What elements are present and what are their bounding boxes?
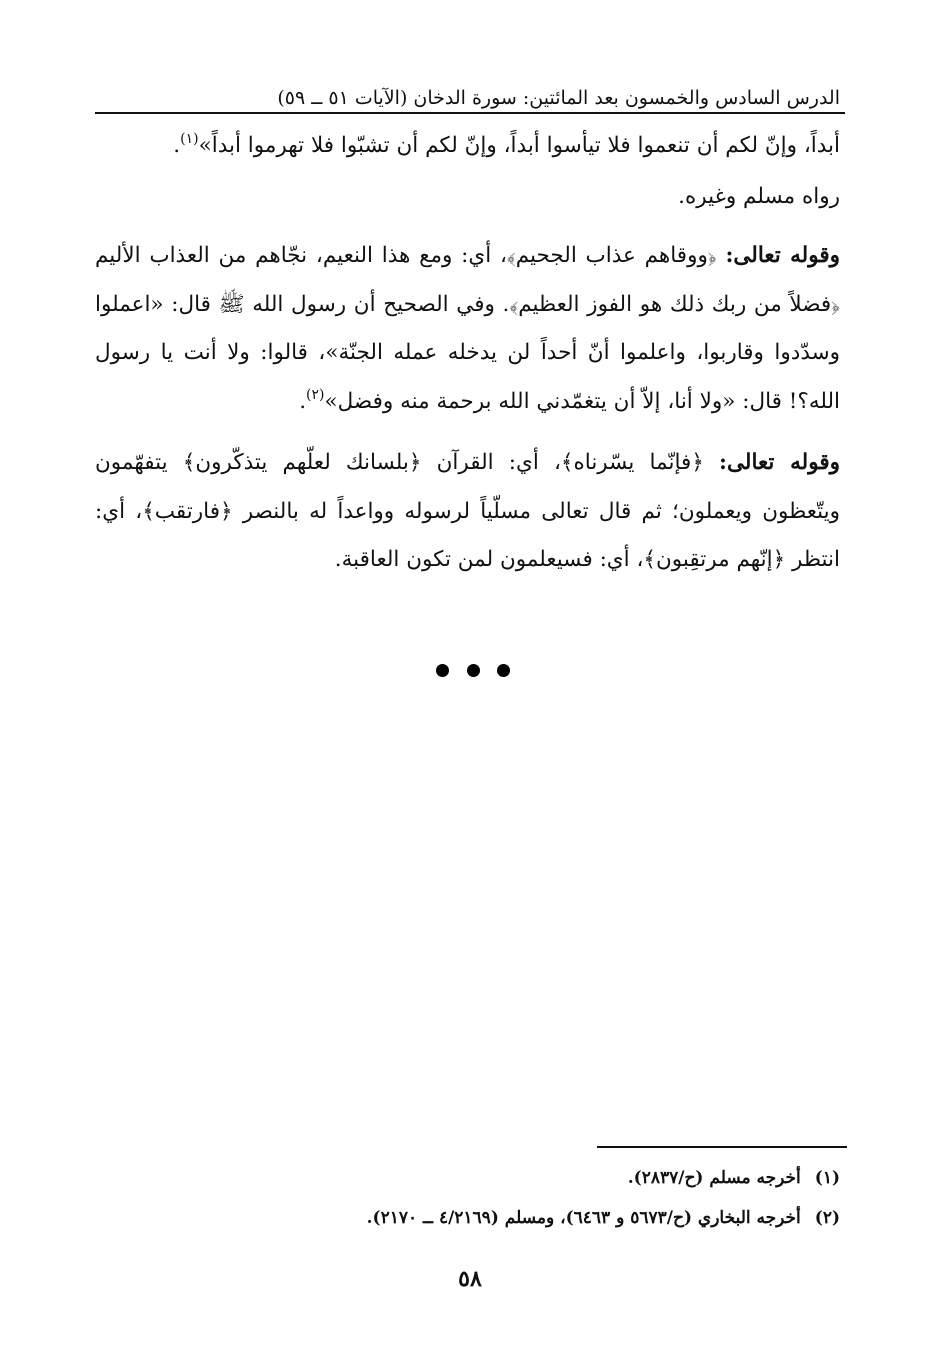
paragraph-2: وقوله تعالى: ﴿ووقاهم عذاب الجحيم﴾، أي: ومع هذا النعيم، نجّاهم من العذاب الأليم ﴿فضلاً من ربك ذلك هو الفوز العظيم﴾. وفي الصحيح أن رسول الله ﷺ قال: «اعملوا وسدّدوا وقاربوا، واعلموا أنّ أحداً لن يدخله عمله الجنّة»، قالوا: ولا أنت يا رسول الله؟! قال: «ولا أنا، إلاّ أن يتغمّدني الله برحمة منه وفضل»$^{(٢)}$.	[95, 243, 840, 414]
footnote-2	[240, 1198, 840, 1238]
section-separator	[436, 662, 510, 678]
paragraph-3	[95, 439, 840, 585]
paragraph-1-tail: رواه مسلم وغيره.	[678, 183, 840, 209]
separator-dot	[497, 664, 510, 677]
footnote-text: أخرجه مسلم (ح/٢٨٣٧).	[627, 1168, 801, 1188]
separator-dot	[436, 664, 449, 677]
paragraph-2-intro: وقوله تعالى:	[725, 243, 840, 268]
main-text	[95, 122, 840, 585]
footnote-number: (٢)	[814, 1208, 840, 1228]
paragraph-2-text: ﴿ووقاهم عذاب الجحيم﴾، أي: ومع هذا النعيم، نجّاهم من العذاب الأليم ﴿فضلاً من ربك ذلك هو الفوز العظيم﴾. وفي الصحيح أن رسول الله ﷺ قال: «اعملوا وسدّدوا وقاربوا، واعلموا أنّ أحداً لن يدخله عمله الجنّة»، قالوا: ولا أنت يا رسول الله؟! قال: «ولا أنا، إلاّ أن يتغمّدني الله برحمة منه وفضل»	[95, 243, 840, 414]
footnote-ref-1[interactable]: (١)	[180, 131, 199, 147]
paragraph-3-intro: وقوله تعالى:	[719, 450, 840, 475]
paragraph-1: أبداً، وإنّ لكم أن تنعموا فلا تيأسوا أبداً، وإنّ لكم أن تشبّوا فلا تهرموا أبداً»$^{(١)}$. رواه مسلم وغيره.	[173, 131, 840, 209]
paragraph-3-text: ﴿فإنّما يسّرناه﴾، أي: القرآن ﴿بلسانك لعلّهم يتذكّرون﴾ يتفهّمون ويتّعظون ويعملون؛ ثم قال تعالى مسلّياً لرسوله وواعداً له بالنصر ﴿فارتقب﴾، أي: انتظر ﴿إنّهم مرتقِبون﴾، أي: فسيعلمون لمن تكون العاقبة.	[95, 450, 840, 572]
footnote-1	[240, 1158, 840, 1198]
footnote-ref-2[interactable]: (٢)	[306, 386, 325, 403]
footnotes	[240, 1158, 840, 1238]
separator-dot	[467, 664, 480, 677]
paragraph-1-text: أبداً، وإنّ لكم أن تنعموا فلا تيأسوا أبداً، وإنّ لكم أن تشبّوا فلا تهرموا أبداً»	[198, 133, 840, 158]
footnote-rule	[597, 1146, 847, 1148]
footnote-text: أخرجه البخاري (ح/٥٦٧٣ و ٦٤٦٣)، ومسلم (٤/٢١٦٩ ــ ٢١٧٠).	[366, 1208, 801, 1228]
header-rule	[95, 112, 845, 114]
running-header: الدرس السادس والخمسون بعد المائتين: سورة الدخان (الآيات ٥١ ــ ٥٩)	[277, 87, 840, 109]
footnote-number: (١)	[814, 1168, 840, 1188]
page-number: ٥٨	[458, 1266, 482, 1292]
